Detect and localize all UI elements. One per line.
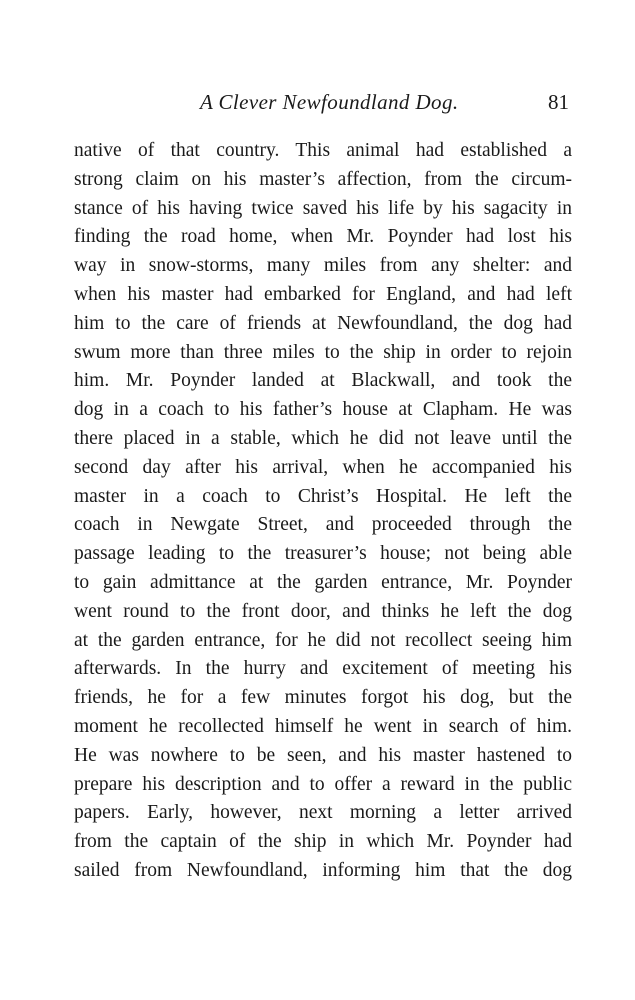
text-line: dog in a coach to his father’s house at Clapham. He was — [74, 399, 572, 421]
text-line: went round to the front door, and thinks he left the dog — [74, 600, 572, 622]
text-line: way in snow-storms, many miles from any shelter: and — [74, 255, 572, 277]
text-line: second day after his arrival, when he accompanied his — [74, 456, 572, 478]
text-line: him to the care of friends at Newfoundland, the dog had — [74, 312, 572, 334]
text-line: swum more than three miles to the ship in order to rejoin — [74, 341, 572, 363]
text-line: master in a coach to Christ’s Hospital. He left the — [74, 485, 572, 507]
page-number: 81 — [548, 90, 569, 114]
text-line: there placed in a stable, which he did not leave until the — [74, 427, 572, 449]
text-line: him. Mr. Poynder landed at Blackwall, and took the — [74, 370, 572, 392]
text-line: prepare his description and to offer a reward in the public — [74, 773, 572, 795]
text-line: finding the road home, when Mr. Poynder had lost his — [74, 226, 572, 248]
text-line: sailed from Newfoundland, informing him that the dog — [74, 859, 572, 881]
text-line: afterwards. In the hurry and excitement of meeting his — [74, 658, 572, 680]
text-line: papers. Early, however, next morning a letter arrived — [74, 802, 572, 824]
text-line: from the captain of the ship in which Mr. Poynder had — [74, 831, 572, 853]
text-line: moment he recollected himself he went in search of him. — [74, 715, 572, 737]
text-line: native of that country. This animal had established a — [74, 140, 572, 161]
text-line: strong claim on his master’s affection, from the circum- — [74, 168, 572, 190]
text-line: He was nowhere to be seen, and his master hastened to — [74, 744, 572, 766]
text-line: passage leading to the treasurer’s house; not being able — [74, 543, 572, 565]
running-title: A Clever Newfoundland Dog. — [200, 90, 459, 114]
text-line: coach in Newgate Street, and proceeded through the — [74, 514, 572, 536]
text-line: to gain admittance at the garden entrance, Mr. Poynder — [74, 571, 572, 593]
text-line: when his master had embarked for England, and had left — [74, 283, 572, 305]
text-line: friends, he for a few minutes forgot his dog, but the — [74, 687, 572, 709]
running-head — [0, 90, 635, 120]
text-line: at the garden entrance, for he did not recollect seeing him — [74, 629, 572, 651]
body-text — [74, 137, 572, 886]
text-line: stance of his having twice saved his life by his sagacity in — [74, 197, 572, 219]
